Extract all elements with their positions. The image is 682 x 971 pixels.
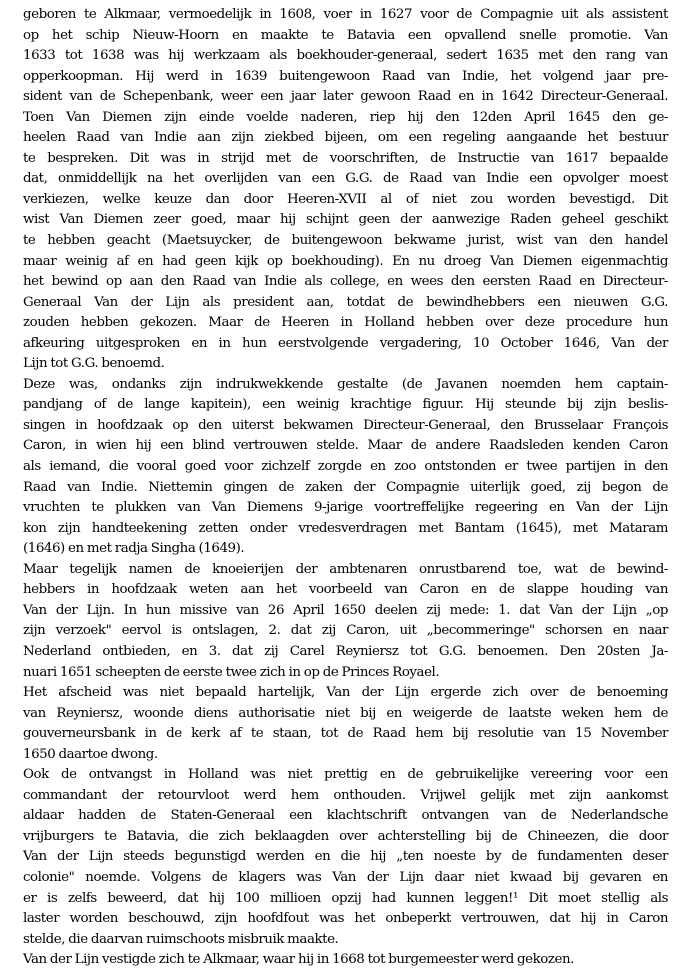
text-line: pandjang of de lange kapitein), een weinig krachtige figuur. Hij steunde bij zijn beslis- [23, 397, 668, 413]
text-line: Caron, in wien hij een blind vertrouwen stelde. Maar de andere Raadsleden kenden Caron [23, 438, 668, 454]
text-line: verkiezen, welke keuze dan door Heeren-XVII al of niet zou worden bevestigd. Dit [23, 191, 668, 207]
text-line: heelen Raad van Indie aan zijn ziekbed bijeen, om een regeling aangaande het bestuur [23, 130, 668, 146]
text-line: maar weinig af en had geen kijk op boekhouding). En nu droeg Van Diemen eigenmachtig [23, 253, 668, 269]
text-line: 1650 daartoe dwong. [23, 746, 158, 762]
paragraph-3 [23, 560, 668, 683]
text-line: dat, onmiddellijk na het overlijden van een G.G. de Raad van Indie een opvolger moest [23, 171, 668, 187]
text-line: hebbers in hoofdzaak weten aan het voorbeeld van Caron en de slappe houding van [23, 582, 668, 598]
text-line: singen in hoofdzaak op den uiterst bekwamen Directeur-Generaal, den Brusselaar François [23, 417, 668, 433]
text-line: commandant der retourvloot werd hem onthouden. Vrijwel gelijk met zijn aankomst [23, 787, 668, 803]
text-line: zijn verzoek" eervol is ontslagen, 2. dat zij Caron, uit „becommeringe" schorsen en naar [23, 623, 668, 639]
text-line: Ook de ontvangst in Holland was niet prettig en de gebruikelijke vereering voor een [23, 767, 668, 783]
text-line: aldaar hadden de Staten-Generaal een klachtschrift ontvangen van de Nederlandsche [23, 808, 668, 824]
text-line: geboren te Alkmaar, vermoedelijk in 1608, voer in 1627 voor de Compagnie uit als assistent [23, 7, 668, 22]
paragraph-6 [23, 950, 668, 971]
text-line: Toen Van Diemen zijn einde voelde naderen, riep hij den 12den April 1645 den ge- [23, 109, 668, 125]
text-line: te hebben geacht (Maetsuycker, de buitengewoon bekwame jurist, wist van den handel [23, 233, 668, 249]
text-line: afkeuring uitgesproken en in hun eerstvolgende vergadering, 10 October 1646, Van der [23, 335, 668, 351]
text-line: stelde, die daarvan ruimschoots misbruik maakte. [23, 931, 339, 947]
text-line: Maar tegelijk namen de knoeierijen der ambtenaren onrustbarend toe, wat de bewind- [23, 561, 668, 577]
paragraph-4 [23, 683, 668, 765]
text-line: vrijburgers te Batavia, die zich beklaagden over achterstelling bij de Chineezen, die door [23, 828, 668, 844]
text-line: Van der Lijn. In hun missive van 26 April 1650 deelen zij mede: 1. dat Van der Lijn „op [23, 602, 668, 618]
text-line: van Reyniersz, woonde diens authorisatie niet bij en weigerde de laatste weken hem de [23, 705, 668, 721]
text-line: te bespreken. Dit was in strijd met de voorschriften, de Instructie van 1617 bepaalde [23, 150, 668, 166]
paragraph-5 [23, 765, 668, 950]
text-line: Lijn tot G.G. benoemd. [23, 356, 165, 372]
text-line: Van der Lijn steeds begunstigd werden en die hij „ten noeste by de fundamenten deser [23, 849, 668, 865]
text-line: er is zelfs beweerd, dat hij 100 millioen opzij had kunnen leggen!¹ Dit moet stellig als [23, 890, 668, 906]
text-line: kon zijn handteekening zetten onder vredesverdragen met Bantam (1645), met Mataram [23, 520, 668, 536]
text-line: gouverneursbank in de kerk af te staan, tot de Raad hem bij resolutie van 15 November [23, 726, 668, 742]
text-line: het bewind op aan den Raad van Indie als college, en wees den eersten Raad en Directeur- [23, 274, 668, 290]
text-line: Van der Lijn vestigde zich te Alkmaar, waar hij in 1668 tot burgemeester werd gekozen. [23, 952, 574, 968]
text-line: laster worden beschouwd, zijn hoofdfout was het onbeperkt vertrouwen, dat hij in Caron [23, 911, 668, 927]
text-line: zouden hebben gekozen. Maar de Heeren in Holland hebben over deze procedure hun [23, 315, 668, 331]
text-line: op het schip Nieuw-Hoorn en maakte te Batavia een opvallend snelle promotie. Van [23, 27, 668, 43]
text-line: colonie" noemde. Volgens de klagers was Van der Lijn daar niet kwaad bij gevaren en [23, 869, 668, 885]
text-line: (1646) en met radja Singha (1649). [23, 541, 245, 557]
text-line: wist Van Diemen zeer goed, maar hij schijnt geen der aanwezige Raden geheel geschikt [23, 212, 668, 228]
text-line: vruchten te plukken van Van Diemens 9-jarige voortreffelijke regeering en Van der Lijn [23, 500, 668, 516]
text-line: Nederland ontbieden, en 3. dat zij Carel Reyniersz tot G.G. benoemen. Den 20sten Ja- [23, 643, 668, 659]
text-line: 1633 tot 1638 was hij werkzaam als boekhouder-generaal, sedert 1635 met den rang van [23, 48, 668, 64]
text-line: sident van de Schepenbank, weer een jaar later gewoon Raad en in 1642 Directeur-Generaal. [23, 89, 668, 105]
text-line: Het afscheid was niet bepaald hartelijk, Van der Lijn ergerde zich over de benoeming [23, 685, 668, 701]
text-line: als iemand, die vooral goed voor zichzelf zorgde en zoo ontstonden er twee partijen in den [23, 459, 668, 475]
text-line: nuari 1651 scheepten de eerste twee zich in op de Princes Royael. [23, 664, 440, 680]
paragraph-1 [23, 5, 668, 375]
text-line: Deze was, ondanks zijn indrukwekkende gestalte (de Javanen noemden hem captain- [23, 376, 668, 392]
text-line: Raad van Indie. Niettemin gingen de zaken der Compagnie uiterlijk goed, zij begon de [23, 479, 668, 495]
text-line: Generaal Van der Lijn als president aan, totdat de bewindhebbers een nieuwen G.G. [23, 294, 668, 310]
text-line: opperkoopman. Hij werd in 1639 buitengewoon Raad van Indie, het volgend jaar pre- [23, 68, 668, 84]
paragraph-2 [23, 375, 668, 560]
